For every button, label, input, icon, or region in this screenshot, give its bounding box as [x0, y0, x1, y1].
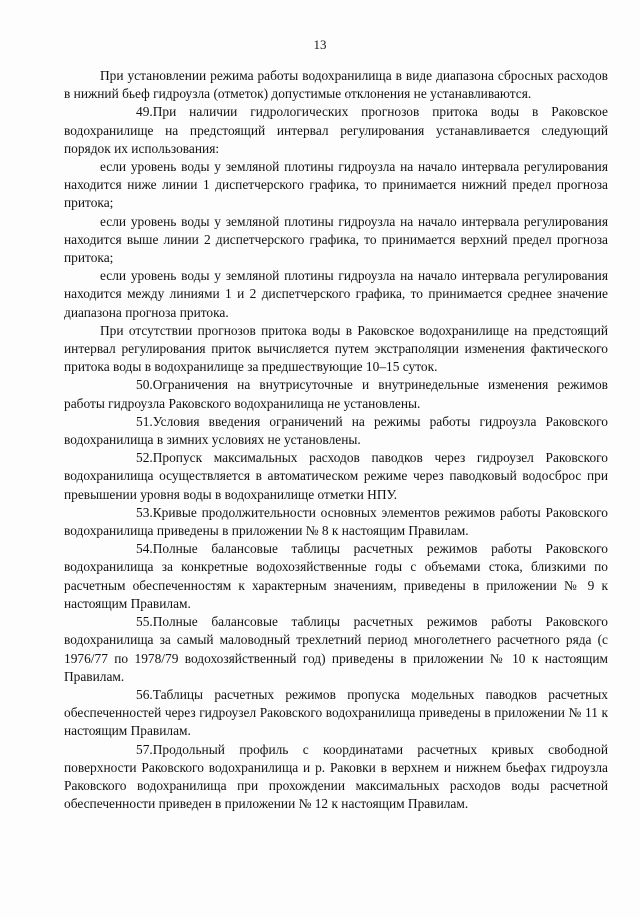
- paragraph: [64, 158, 608, 213]
- paragraph: [64, 376, 608, 412]
- paragraph: [64, 449, 608, 504]
- paragraph: [64, 213, 608, 268]
- paragraph-text: Полные балансовые таблицы расчетных режимов работы Раковского водохранилища за конкретные водохозяйственные годы с объемами стока, близкими по расчетным обеспеченностям к характерным значениям, приведены в приложении № 9 к настоящим Правилам.: [64, 541, 608, 611]
- paragraph-text: При наличии гидрологических прогнозов притока воды в Раковское водохранилище на предстоящий интервал регулирования устанавливается следующий порядок их использования:: [64, 104, 608, 156]
- paragraph: [64, 103, 608, 158]
- paragraph: [64, 741, 608, 814]
- clause-number: 52.: [136, 450, 153, 466]
- clause-number: 49.: [136, 104, 153, 120]
- clause-number: 51.: [136, 413, 153, 429]
- clause-number: 55.: [136, 614, 153, 630]
- paragraph-text: Полные балансовые таблицы расчетных режимов работы Раковского водохранилища за самый маловодный трехлетний период многолетнего расчетного ряда (с 1976/77 по 1978/79 водохозяйственный год) приведены в приложении № 10 к настоящим Правилам.: [64, 614, 608, 684]
- paragraph-text: Ограничения на внутрисуточные и внутринедельные изменения режимов работы гидроузла Раковского водохранилища не установлены.: [64, 377, 608, 411]
- clause-number: 53.: [136, 504, 153, 520]
- paragraph-text: При отсутствии прогнозов притока воды в Раковское водохранилище на предстоящий интервал регулирования приток вычисляется путем экстраполяции изменения фактического притока воды в водохранилище за предшествующие 10–15 суток.: [64, 322, 608, 375]
- paragraph: [64, 686, 608, 741]
- paragraph-text: Условия введения ограничений на режимы работы гидроузла Раковского водохранилища в зимних условиях не установлены.: [64, 413, 608, 448]
- paragraph-text: Кривые продолжительности основных элементов режимов работы Раковского водохранилища приведены в приложении № 8 к настоящим Правилам.: [64, 504, 608, 539]
- paragraph: [64, 613, 608, 686]
- paragraph-text: Таблицы расчетных режимов пропуска модельных паводков расчетных обеспеченностей через гидроузел Раковского водохранилища приведены в приложении № 11 к настоящим Правилам.: [64, 686, 608, 739]
- clause-number: 57.: [136, 741, 153, 757]
- paragraph: [64, 322, 608, 377]
- paragraph: [64, 413, 608, 449]
- paragraph: [64, 67, 608, 103]
- paragraph: [64, 540, 608, 613]
- page-number: 13: [313, 37, 327, 52]
- paragraph-text: если уровень воды у земляной плотины гидроузла на начало интервала регулирования находится ниже линии 1 диспетчерского графика, то принимается нижний предел прогноза притока;: [64, 159, 608, 211]
- paragraph-text: если уровень воды у земляной плотины гидроузла на начало интервала регулирования находится выше линии 2 диспетчерского графика, то принимается верхний предел прогноза притока;: [64, 213, 608, 266]
- paragraph-text: Пропуск максимальных расходов паводков через гидроузел Раковского водохранилища осуществляется в автоматическом режиме через паводковый водосброс при превышении уровня воды в водохранилище отметки НПУ.: [64, 450, 608, 502]
- clause-number: 56.: [136, 686, 153, 702]
- paragraph-text: если уровень воды у земляной плотины гидроузла на начало интервала регулирования находится между линиями 1 и 2 диспетчерского графика, то принимается среднее значение диапазона прогноза притока.: [64, 268, 608, 320]
- paragraph-text: При установлении режима работы водохранилища в виде диапазона сбросных расходов в нижний бьеф гидроузла (отметок) допустимые отклонения не устанавливаются.: [64, 68, 608, 102]
- paragraph: [64, 267, 608, 322]
- document-body: [64, 67, 608, 813]
- clause-number: 54.: [136, 541, 153, 557]
- clause-number: 50.: [136, 377, 153, 393]
- paragraph: [64, 504, 608, 540]
- paragraph-text: Продольный профиль с координатами расчетных кривых свободной поверхности Раковского водохранилища и р. Раковки в верхнем и нижнем бьефах гидроузла Раковского водохранилища при прохождении максимальных расходов воды расчетной обеспеченности приведен в приложении № 12 к настоящим Правилам.: [64, 741, 608, 812]
